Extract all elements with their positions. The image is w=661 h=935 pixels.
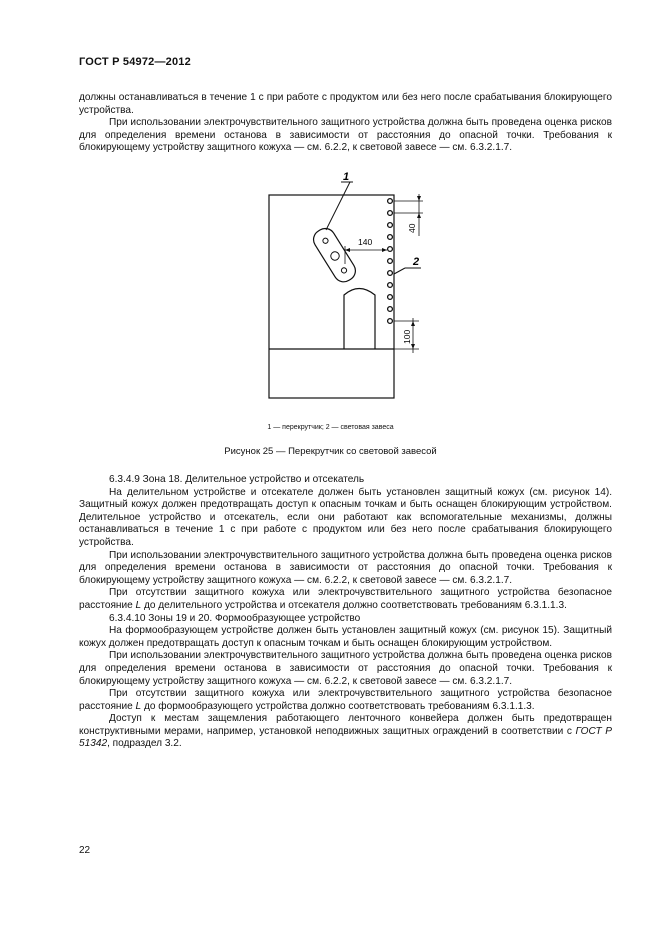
text-run: до формообразующего устройства должно соответствовать требованиям 6.3.1.1.3. (141, 700, 535, 712)
dimension-140: 140 (358, 237, 373, 247)
variable-L: L (135, 599, 142, 611)
variable-L: L (135, 700, 142, 712)
paragraph (79, 587, 612, 612)
dimension-40: 40 (407, 223, 417, 233)
section-heading: 6.3.4.9 Зона 18. Делительное устройство и отсекатель (109, 474, 365, 485)
figure-25-drawing (255, 168, 455, 418)
paragraph: При использовании электрочувствительного защитного устройства должна быть проведена оценка рисков для определения времени останова в зависимости от расстояния до опасной точки. Требования к блокирующему устройству защитного кожуха — см. 6.2.2, к световой завесе — см. 6.3.2.1.7. (79, 650, 612, 687)
document-header: ГОСТ Р 54972—2012 (79, 56, 191, 68)
standard-reference: ГОСТ Р 51342 (79, 725, 612, 750)
figure-legend: 1 — перекрутчик; 2 — световая завеса (267, 424, 394, 431)
text-run: При отсутствии защитного кожуха или электрочувствительного защитного устройства безопасное расстояние (79, 587, 612, 611)
paragraph: При использовании электрочувствительного защитного устройства должна быть проведена оценка рисков для определения времени останова в зависимости от расстояния до опасной точки. Требования к блокирующему устройству защитного кожуха — см. 6.2.2, к световой завесе — см. 6.3.2.1.7. (79, 549, 612, 586)
figure-caption: Рисунок 25 — Перекрутчик со световой завесой (224, 446, 437, 457)
text-run: до делительного устройства и отсекателя должно соответствовать требованиям 6.3.1.1.3. (141, 599, 567, 611)
section-heading: 6.3.4.10 Зоны 19 и 20. Формообразующее устройство (109, 612, 361, 624)
paragraph (79, 713, 612, 751)
label-1: 1 (343, 171, 350, 183)
light-curtain (388, 199, 393, 324)
paragraph: должны останавливаться в течение 1 с при работе с продуктом или без него после срабатывания блокирующего устройства. (79, 92, 612, 116)
text-run: Доступ к местам защемления работающего ленточного конвейера должен быть предотвращен конструктивными мерами, например, установкой неподвижных защитных ограждений в соответствии с (79, 713, 612, 737)
top-text-block (79, 92, 612, 155)
paragraph: На делительном устройстве и отсекателе должен быть установлен защитный кожух (см. рисунок 14). Защитный кожух должен предотвращать доступ к опасным точкам и быть оснащен блокирующим устройством. Делительное устройство и отсекатель, если они работают как вспомогательные механизмы, должны останавливаться в течение 1 с при работе с продуктом или без него после срабатывания блокирующего устройства. (79, 486, 612, 548)
paragraph: На формообразующем устройстве должен быть установлен защитный кожух (см. рисунок 15). Защитный кожух должен предотвращать доступ к опасным точкам и быть оснащен блокирующим устройством. (79, 625, 612, 649)
paragraph (79, 688, 612, 713)
dimension-100: 100 (402, 329, 412, 344)
body-text-block (79, 474, 612, 751)
page-number: 22 (79, 845, 91, 856)
post (344, 289, 375, 350)
paragraph: При использовании электрочувствительного защитного устройства должна быть проведена оценка рисков для определения времени останова в зависимости от расстояния до опасной точки. Требования к блокирующему устройству защитного кожуха — см. 6.2.2, к световой завесе — см. 6.3.2.1.7. (79, 117, 612, 154)
text-run: , подраздел 3.2. (107, 738, 182, 750)
twister-arm (310, 225, 359, 286)
label-2: 2 (413, 256, 420, 268)
text-run: При отсутствии защитного кожуха или электрочувствительного защитного устройства безопасное расстояние (79, 688, 612, 712)
